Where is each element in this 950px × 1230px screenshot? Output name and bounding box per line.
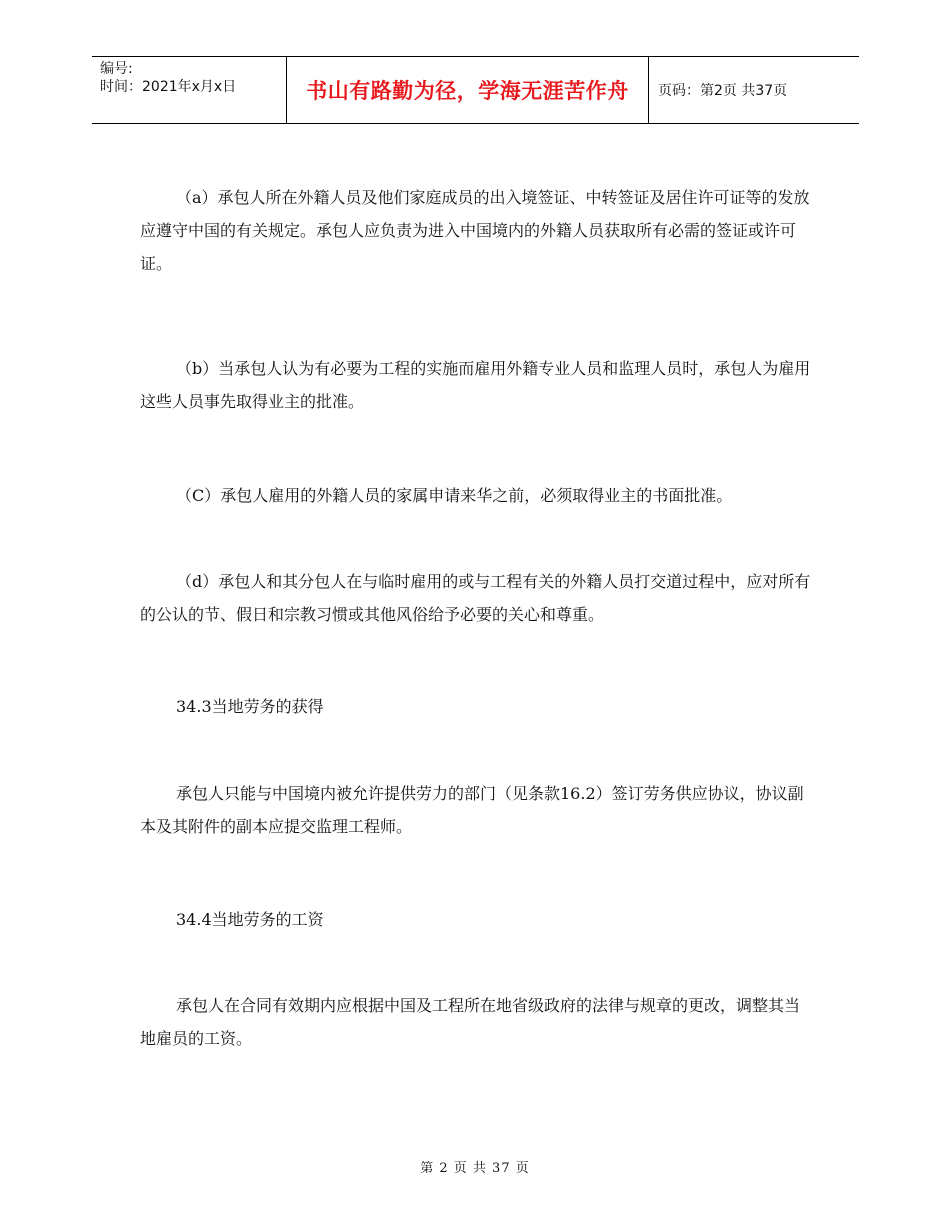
paragraph-34-4-body: 承包人在合同有效期内应根据中国及工程所在地省级政府的法律与规章的更改，调整其当地雇员的工资。 xyxy=(140,996,801,1048)
time-label: 时间：2021年x月x日 xyxy=(100,79,237,95)
page-label: 页码：第2页 共37页 xyxy=(658,83,788,99)
page-footer: 第 2 页 共 37 页 xyxy=(420,1161,530,1176)
page-header xyxy=(92,56,859,124)
paragraph-c: （C）承包人雇用的外籍人员的家属申请来华之前，必须取得业主的书面批准。 xyxy=(176,486,733,505)
header-motto-cell xyxy=(287,57,649,123)
header-meta xyxy=(92,57,287,123)
paragraph-d: （d）承包人和其分包人在与临时雇用的或与工程有关的外籍人员打交道过程中，应对所有的公认的节、假日和宗教习惯或其他风俗给予必要的关心和尊重。 xyxy=(140,572,811,624)
motto-text: 书山有路勤为径，学海无涯苦作舟 xyxy=(306,79,629,103)
paragraph-b: （b）当承包人认为有必要为工程的实施而雇用外籍专业人员和监理人员时，承包人为雇用这些人员事先取得业主的批准。 xyxy=(140,359,811,411)
header-page-cell xyxy=(649,57,859,123)
section-heading-34-4: 34.4当地劳务的工资 xyxy=(176,910,324,929)
section-heading-34-3: 34.3当地劳务的获得 xyxy=(176,697,324,716)
paragraph-34-3-body: 承包人只能与中国境内被允许提供劳力的部门（见条款16.2）签订劳务供应协议，协议副本及其附件的副本应提交监理工程师。 xyxy=(140,784,804,836)
code-label: 编号: xyxy=(100,61,133,77)
paragraph-a: （a）承包人所在外籍人员及他们家庭成员的出入境签证、中转签证及居住许可证等的发放应遵守中国的有关规定。承包人应负责为进入中国境内的外籍人员获取所有必需的签证或许可证。 xyxy=(140,188,810,273)
